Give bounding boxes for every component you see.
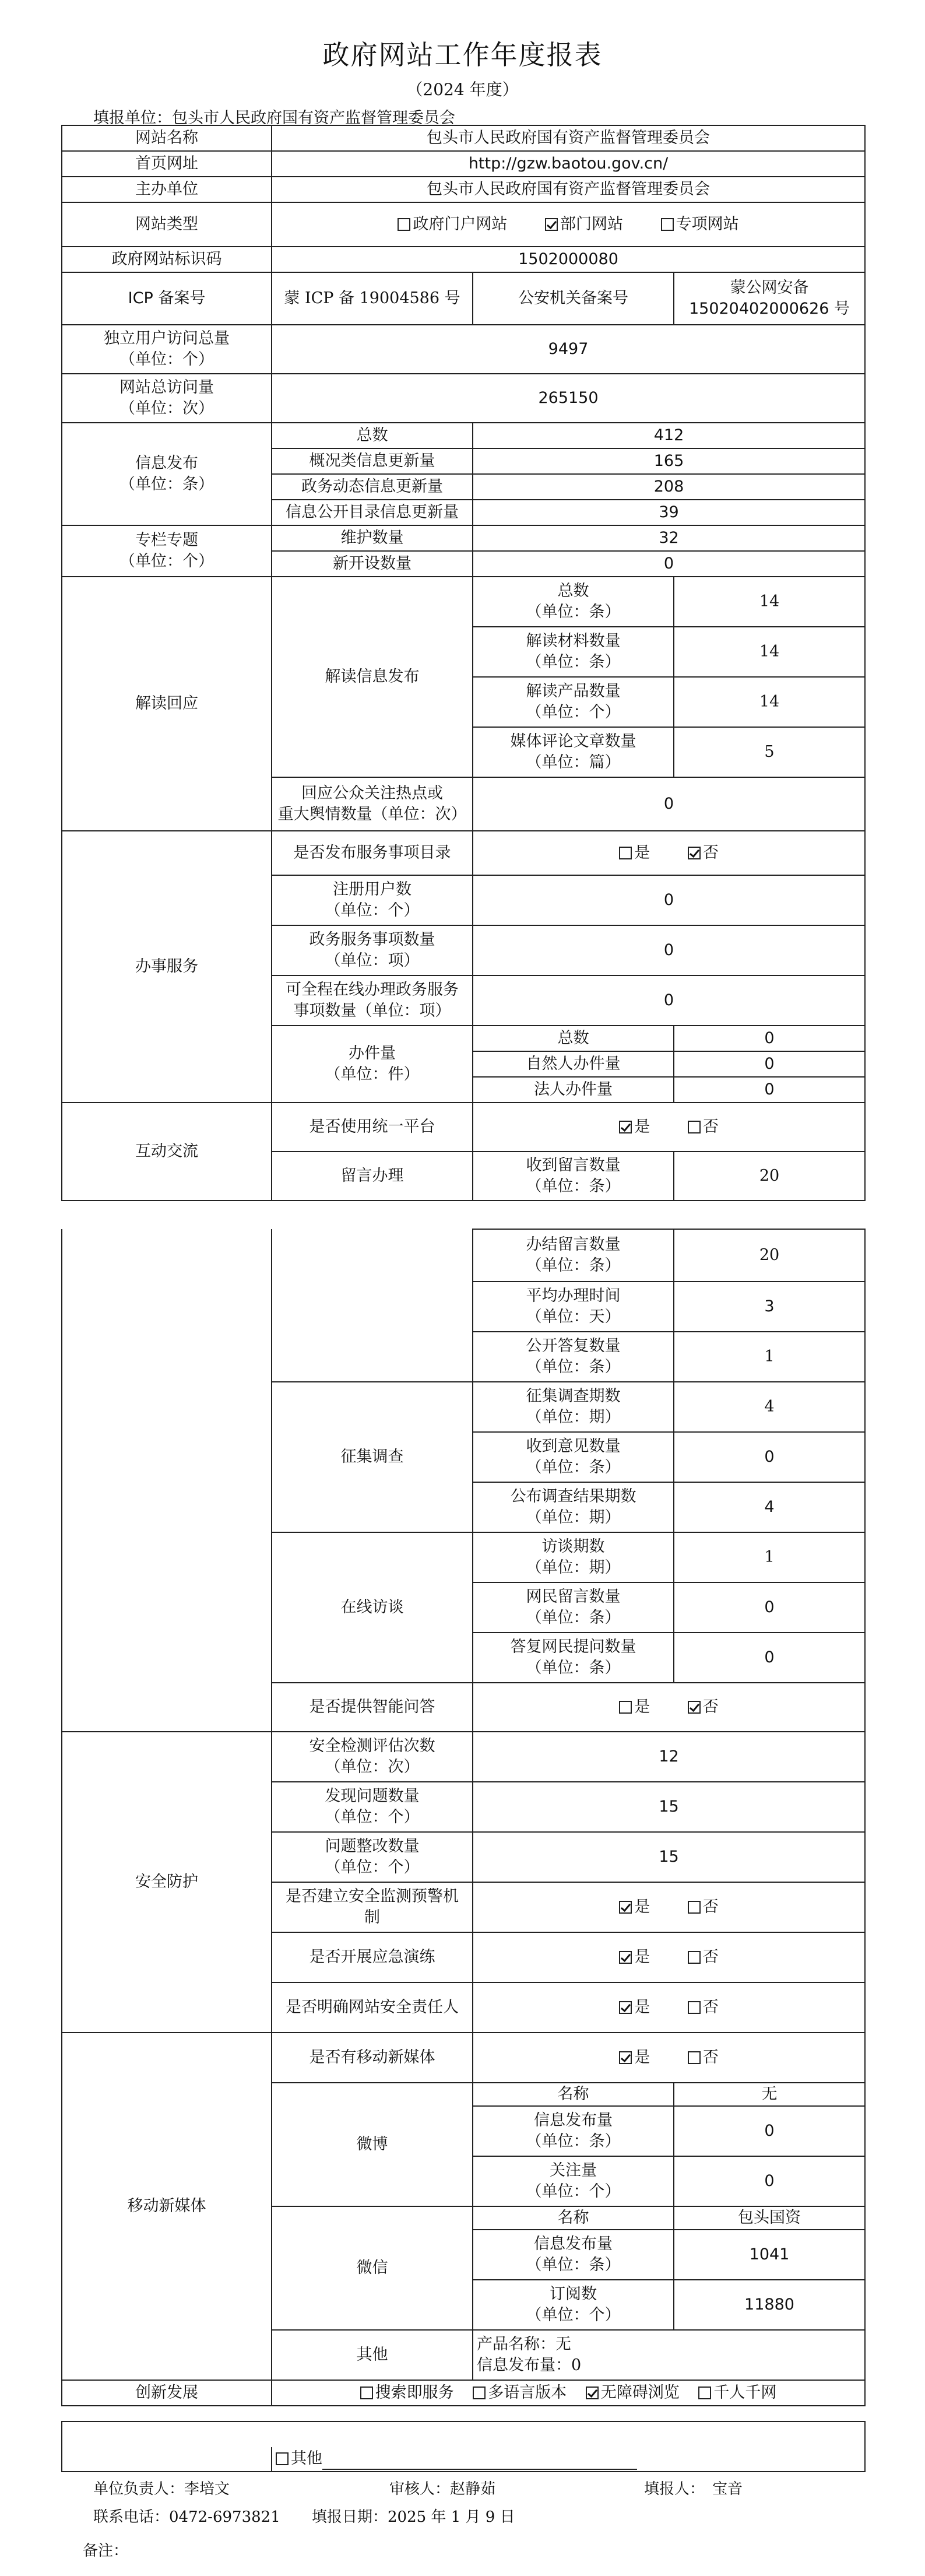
- sec-person-options: [473, 1982, 865, 2033]
- option-label: 无障碍浏览: [600, 2383, 680, 2402]
- label-survey-periods: 征集调查期数 （单位：期）: [473, 1382, 674, 1432]
- checkbox-unchecked-icon: [661, 218, 674, 231]
- label-site-type: 网站类型: [62, 202, 272, 247]
- label-service-handled: 办件量 （单位：件）: [272, 1026, 473, 1103]
- option-label: 是: [634, 1117, 650, 1136]
- checkbox-unchecked-icon: [688, 1121, 701, 1133]
- value-column-new: 0: [473, 551, 865, 577]
- checkbox-checked-icon: [688, 1701, 701, 1714]
- checkbox-unchecked-icon: [398, 218, 410, 231]
- label-sec-monitor: 是否建立安全监测预警机 制: [272, 1882, 473, 1932]
- value-police: 蒙公网安备 15020402000626 号: [674, 272, 865, 325]
- value-sec-fixed: 15: [473, 1832, 865, 1882]
- label-info-total: 总数: [272, 423, 473, 448]
- checkbox-checked-icon: [619, 2051, 632, 2064]
- option-label: 部门网站: [560, 215, 624, 233]
- label-site-code: 政府网站标识码: [62, 247, 272, 272]
- site-type-options: [272, 202, 865, 247]
- label-sec-found: 发现问题数量 （单位：个）: [272, 1782, 473, 1832]
- value-interpret-material: 14: [674, 627, 865, 677]
- checkbox-unchecked-icon: [473, 2387, 486, 2399]
- option-label: 多语言版本: [488, 2383, 567, 2402]
- value-pv: 265150: [272, 374, 865, 423]
- report-table-part2: [61, 1229, 866, 2406]
- label-msg-avg: 平均办理时间 （单位：天）: [473, 1282, 674, 1332]
- value-service-online: 0: [473, 975, 865, 1026]
- label-weibo-follow: 关注量 （单位：个）: [473, 2156, 674, 2206]
- value-handled-legal: 0: [674, 1077, 865, 1103]
- label-interpret-material: 解读材料数量 （单位：条）: [473, 627, 674, 677]
- value-handled-total: 0: [674, 1026, 865, 1051]
- value-weibo-follow: 0: [674, 2156, 865, 2206]
- label-interact-msg-cont: [272, 1229, 473, 1382]
- checkbox-unchecked-icon: [276, 2452, 289, 2465]
- label-column: 专栏专题 （单位：个）: [62, 525, 272, 577]
- checkbox-unchecked-icon: [688, 2051, 701, 2064]
- service-catalog-options: [473, 831, 865, 875]
- footer-phone: 联系电话：0472-6973821: [93, 2508, 280, 2526]
- divider-row: [62, 2421, 865, 2447]
- label-site-name: 网站名称: [62, 125, 272, 151]
- value-media-other: 产品名称：无 信息发布量：0: [473, 2330, 865, 2380]
- value-msg-avg: 3: [674, 1282, 865, 1332]
- label-info-catalog: 信息公开目录信息更新量: [272, 500, 473, 525]
- value-talk-msgs: 0: [674, 1582, 865, 1633]
- option-label: 是: [634, 2048, 650, 2066]
- label-msg-done: 办结留言数量 （单位：条）: [473, 1229, 674, 1282]
- checkbox-checked-icon: [688, 847, 701, 859]
- label-media-other: 其他: [272, 2330, 473, 2380]
- report-title: 政府网站工作年度报表: [322, 39, 603, 71]
- label-weibo: 微博: [272, 2083, 473, 2206]
- value-interpret-product: 14: [674, 677, 865, 727]
- footer-filler: 填报人： 宝音: [644, 2480, 743, 2498]
- label-wechat: 微信: [272, 2206, 473, 2330]
- option-label: 否: [702, 843, 719, 862]
- label-service: 办事服务: [62, 831, 272, 1103]
- value-info-catalog: 39: [473, 500, 865, 525]
- fill-in-line: [322, 2452, 637, 2470]
- option-label: 否: [702, 2048, 719, 2066]
- label-info-overview: 概况类信息更新量: [272, 448, 473, 474]
- label-innovation: 创新发展: [62, 2380, 272, 2406]
- innovation-other: [272, 2447, 865, 2472]
- label-media-has: 是否有移动新媒体: [272, 2033, 473, 2083]
- interact-platform-options: [473, 1103, 865, 1152]
- innovation-options: [272, 2380, 865, 2406]
- value-site-code: 1502000080: [272, 247, 865, 272]
- label-column-maintain: 维护数量: [272, 525, 473, 551]
- label-uv: 独立用户访问总量 （单位：个）: [62, 325, 272, 374]
- label-interpret-total: 总数 （单位：条）: [473, 577, 674, 627]
- label-talk-answers: 答复网民提问数量 （单位：条）: [473, 1633, 674, 1683]
- label-interpret-publish: 解读信息发布: [272, 577, 473, 777]
- value-weibo-posts: 0: [674, 2106, 865, 2156]
- option-label: 专项网站: [676, 215, 739, 233]
- report-table-part1: [61, 125, 866, 1201]
- label-media: 移动新媒体: [62, 2033, 272, 2380]
- value-sec-eval: 12: [473, 1732, 865, 1782]
- label-sec-drill: 是否开展应急演练: [272, 1932, 473, 1982]
- value-service-items: 0: [473, 925, 865, 975]
- value-msg-done: 20: [674, 1229, 865, 1282]
- label-interpret-response: 回应公众关注热点或 重大舆情数量（单位：次）: [272, 777, 473, 831]
- checkbox-unchecked-icon: [619, 847, 632, 859]
- checkbox-checked-icon: [619, 1121, 632, 1133]
- label-sec-eval: 安全检测评估次数 （单位：次）: [272, 1732, 473, 1782]
- checkbox-checked-icon: [619, 1901, 632, 1914]
- option-label: 是: [634, 1697, 650, 1716]
- value-host: 包头市人民政府国有资产监督管理委员会: [272, 177, 865, 202]
- label-sec-person: 是否明确网站安全责任人: [272, 1982, 473, 2033]
- value-msg-public: 1: [674, 1332, 865, 1382]
- value-uv: 9497: [272, 325, 865, 374]
- value-survey-results: 4: [674, 1482, 865, 1532]
- option-label: 是: [634, 843, 650, 862]
- value-survey-periods: 4: [674, 1382, 865, 1432]
- label-info-dynamic: 政务动态信息更新量: [272, 474, 473, 500]
- label-info: 信息发布 （单位：条）: [62, 423, 272, 525]
- checkbox-unchecked-icon: [688, 2001, 701, 2014]
- checkbox-checked-icon: [619, 1951, 632, 1964]
- label-wechat-posts: 信息发布量 （单位：条）: [473, 2230, 674, 2280]
- label-weibo-name: 名称: [473, 2083, 674, 2106]
- value-wechat-posts: 1041: [674, 2230, 865, 2280]
- label-talk-msgs: 网民留言数量 （单位：条）: [473, 1582, 674, 1633]
- option-label: 否: [702, 1117, 719, 1136]
- label-icp: ICP 备案号: [62, 272, 272, 325]
- checkbox-checked-icon: [619, 2001, 632, 2014]
- label-host: 主办单位: [62, 177, 272, 202]
- value-msg-received: 20: [674, 1152, 865, 1201]
- label-interact-msg: 留言办理: [272, 1152, 473, 1201]
- value-interpret-response: 0: [473, 777, 865, 831]
- media-has-options: [473, 2033, 865, 2083]
- report-table-part3: [61, 2421, 866, 2472]
- smart-qa-options: [473, 1683, 865, 1732]
- value-sec-found: 15: [473, 1782, 865, 1832]
- label-msg-received: 收到留言数量 （单位：条）: [473, 1152, 674, 1201]
- label-service-users: 注册用户数 （单位：个）: [272, 875, 473, 925]
- footer-date: 填报日期：2025 年 1 月 9 日: [312, 2508, 515, 2526]
- label-security: 安全防护: [62, 1732, 272, 2033]
- checkbox-unchecked-icon: [698, 2387, 711, 2399]
- label-interact: 互动交流: [62, 1103, 272, 1201]
- option-label: 是: [634, 1998, 650, 2016]
- option-label: 搜索即服务: [375, 2383, 454, 2402]
- label-talk: 在线访谈: [272, 1532, 473, 1683]
- option-label: 千人千网: [713, 2383, 777, 2402]
- label-interpret: 解读回应: [62, 577, 272, 831]
- checkbox-unchecked-icon: [688, 1901, 701, 1914]
- report-year: （2024 年度）: [406, 80, 519, 99]
- label-survey: 征集调查: [272, 1382, 473, 1532]
- value-icp: 蒙 ICP 备 19004586 号: [272, 272, 473, 325]
- option-label: 其他: [291, 2449, 322, 2468]
- label-interact-platform: 是否使用统一平台: [272, 1103, 473, 1152]
- label-police: 公安机关备案号: [473, 272, 674, 325]
- label-column-new: 新开设数量: [272, 551, 473, 577]
- value-interpret-media: 5: [674, 727, 865, 777]
- footer-reviewer: 审核人：赵静茹: [389, 2480, 496, 2498]
- label-handled-total: 总数: [473, 1026, 674, 1051]
- label-survey-results: 公布调查结果期数 （单位：期）: [473, 1482, 674, 1532]
- value-wechat-name: 包头国资: [674, 2206, 865, 2230]
- label-service-online: 可全程在线办理政务服务 事项数量（单位：项）: [272, 975, 473, 1026]
- label-sec-fixed: 问题整改数量 （单位：个）: [272, 1832, 473, 1882]
- value-survey-opinions: 0: [674, 1432, 865, 1482]
- label-service-catalog: 是否发布服务事项目录: [272, 831, 473, 875]
- option-label: 否: [702, 1897, 719, 1916]
- option-label: 是: [634, 1897, 650, 1916]
- sec-monitor-options: [473, 1882, 865, 1932]
- value-interpret-total: 14: [674, 577, 865, 627]
- label-homepage: 首页网址: [62, 151, 272, 177]
- value-homepage: http://gzw.baotou.gov.cn/: [272, 151, 865, 177]
- value-talk-periods: 1: [674, 1532, 865, 1582]
- label-interpret-media: 媒体评论文章数量 （单位：篇）: [473, 727, 674, 777]
- checkbox-unchecked-icon: [619, 1701, 632, 1714]
- label-handled-legal: 法人办件量: [473, 1077, 674, 1103]
- label-service-items: 政务服务事项数量 （单位：项）: [272, 925, 473, 975]
- label-msg-public: 公开答复数量 （单位：条）: [473, 1332, 674, 1382]
- value-handled-person: 0: [674, 1051, 865, 1077]
- checkbox-checked-icon: [545, 218, 558, 231]
- label-handled-person: 自然人办件量: [473, 1051, 674, 1077]
- option-label: 政府门户网站: [413, 215, 508, 233]
- value-info-total: 412: [473, 423, 865, 448]
- label-talk-periods: 访谈期数 （单位：期）: [473, 1532, 674, 1582]
- option-label: 否: [702, 1947, 719, 1966]
- label-weibo-posts: 信息发布量 （单位：条）: [473, 2106, 674, 2156]
- label-interpret-product: 解读产品数量 （单位：个）: [473, 677, 674, 727]
- checkbox-unchecked-icon: [360, 2387, 373, 2399]
- option-label: 否: [702, 1998, 719, 2016]
- value-info-overview: 165: [473, 448, 865, 474]
- value-talk-answers: 0: [674, 1633, 865, 1683]
- checkbox-checked-icon: [586, 2387, 599, 2399]
- filling-unit: 填报单位：包头市人民政府国有资产监督管理委员会: [93, 109, 455, 127]
- label-wechat-subs: 订阅数 （单位：个）: [473, 2280, 674, 2330]
- value-site-name: 包头市人民政府国有资产监督管理委员会: [272, 125, 865, 151]
- sec-drill-options: [473, 1932, 865, 1982]
- value-service-users: 0: [473, 875, 865, 925]
- value-column-maintain: 32: [473, 525, 865, 551]
- value-weibo-name: 无: [674, 2083, 865, 2106]
- checkbox-unchecked-icon: [688, 1951, 701, 1964]
- label-wechat-name: 名称: [473, 2206, 674, 2230]
- value-info-dynamic: 208: [473, 474, 865, 500]
- innovation-cont-label: [62, 2447, 272, 2472]
- option-label: 是: [634, 1947, 650, 1966]
- value-wechat-subs: 11880: [674, 2280, 865, 2330]
- label-smart-qa: 是否提供智能问答: [272, 1683, 473, 1732]
- footer-leader: 单位负责人：李培文: [93, 2480, 230, 2498]
- label-pv: 网站总访问量 （单位：次）: [62, 374, 272, 423]
- label-interact-cont: [62, 1229, 272, 1732]
- option-label: 否: [702, 1697, 719, 1716]
- footer-note: 备注：: [83, 2542, 129, 2560]
- label-survey-opinions: 收到意见数量 （单位：条）: [473, 1432, 674, 1482]
